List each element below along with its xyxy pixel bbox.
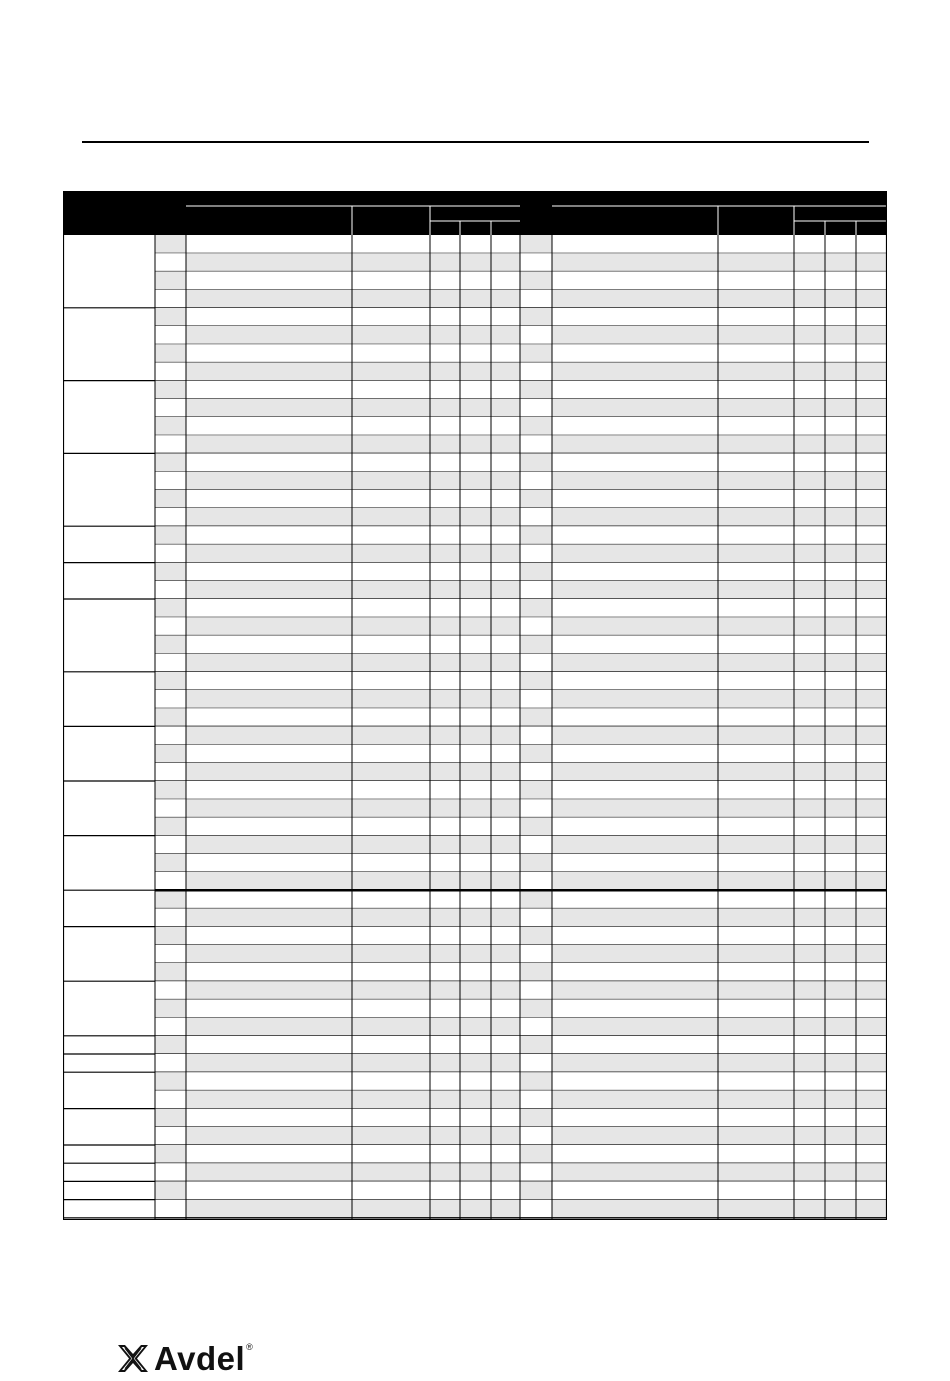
table-row [186,1054,520,1072]
table-cell [155,981,186,999]
brand-name: Avdel [154,1340,246,1377]
table-row [186,563,520,581]
table-cell [155,890,186,908]
table-row [552,1036,887,1054]
table-cell [155,472,186,490]
table-row [552,1054,887,1072]
table-row [552,890,887,908]
table-cell [155,490,186,508]
table-row [186,1200,520,1218]
table-row [552,1181,887,1199]
table-row [552,508,887,526]
table-row [186,326,520,344]
table-cell [155,836,186,854]
table-cell [520,927,552,945]
table-row [552,417,887,435]
table-row [186,927,520,945]
table-cell [520,1145,552,1163]
table-cell [155,544,186,562]
table-cell [155,1127,186,1145]
table-row [552,781,887,799]
table-cell [520,1109,552,1127]
table-cell [155,781,186,799]
table-row [186,672,520,690]
table-row [186,635,520,653]
table-cell [155,1090,186,1108]
table-cell [520,1018,552,1036]
table-cell [155,1145,186,1163]
table-row [552,435,887,453]
table-row [186,817,520,835]
table-cell [520,399,552,417]
table-cell [155,1036,186,1054]
table-row [552,290,887,308]
table-cell [520,872,552,890]
table-row [552,726,887,744]
table-row [552,908,887,926]
table-row [552,581,887,599]
table-cell [155,672,186,690]
table-row [186,654,520,672]
table-row [552,235,887,253]
table-row [186,290,520,308]
table-cell [155,999,186,1017]
table-cell [155,854,186,872]
table-row [186,435,520,453]
table-cell [520,1163,552,1181]
table-cell [155,1072,186,1090]
table-cell [155,1018,186,1036]
table-row [552,344,887,362]
table-row [186,854,520,872]
table-row [552,362,887,380]
table-row [552,672,887,690]
table-row [186,799,520,817]
table-cell [520,745,552,763]
table-row [552,817,887,835]
table-cell [155,290,186,308]
table-cell [520,581,552,599]
table-cell [155,872,186,890]
table-row [552,399,887,417]
table-cell [520,544,552,562]
table-row [552,1090,887,1108]
table-row [552,745,887,763]
table-cell [520,563,552,581]
table-row [186,1145,520,1163]
table-row [552,981,887,999]
table-cell [155,308,186,326]
table-cell [520,1181,552,1199]
table-row [552,308,887,326]
table-row [552,836,887,854]
table-cell [155,344,186,362]
table-cell [520,326,552,344]
table-row [186,271,520,289]
table-row [552,326,887,344]
table-row [552,1127,887,1145]
table-cell [520,599,552,617]
table-row [186,253,520,271]
table-cell [155,635,186,653]
table-cell [520,1054,552,1072]
table-row [552,690,887,708]
table-row [186,963,520,981]
table-row [186,1036,520,1054]
table-cell [155,1109,186,1127]
avdel-mark-icon [116,1342,150,1376]
table-cell [520,271,552,289]
table-cell [155,599,186,617]
table-cell [155,817,186,835]
table-row [186,690,520,708]
table-cell [520,344,552,362]
table-cell [155,908,186,926]
table-cell [520,1072,552,1090]
table-row [552,854,887,872]
table-cell [520,381,552,399]
table-row [552,526,887,544]
table-cell [520,508,552,526]
table-cell [155,563,186,581]
table-row [552,381,887,399]
table-cell [520,945,552,963]
table-cell [155,617,186,635]
table-row [186,599,520,617]
table-cell [520,708,552,726]
table-cell [155,581,186,599]
table-cell [520,890,552,908]
table-cell [155,745,186,763]
table-cell [520,435,552,453]
table-header [63,191,887,235]
table-cell [520,417,552,435]
table-row [186,381,520,399]
table-cell [520,908,552,926]
table-row [186,1163,520,1181]
table-row [552,963,887,981]
table-cell [520,1200,552,1218]
table-cell [520,836,552,854]
table-row [186,544,520,562]
table-row [552,1072,887,1090]
table-cell [520,854,552,872]
table-cell [520,308,552,326]
table-row [186,908,520,926]
table-cell [155,654,186,672]
table-cell [155,726,186,744]
table-cell [520,526,552,544]
table-row [186,453,520,471]
table-cell [520,981,552,999]
table-row [552,253,887,271]
table-row [186,472,520,490]
blank-form-table [63,191,887,1220]
table-cell [520,635,552,653]
table-cell [155,1181,186,1199]
table-row [186,1109,520,1127]
table-cell [520,453,552,471]
table-row [186,999,520,1017]
table-cell [155,508,186,526]
table-row [186,836,520,854]
registered-mark: ® [246,1342,253,1352]
table-row [552,563,887,581]
table-cell [155,1163,186,1181]
table-cell [155,417,186,435]
table-row [552,763,887,781]
table-row [552,999,887,1017]
table-row [186,763,520,781]
table-row [186,1181,520,1199]
table-cell [155,362,186,380]
table-cell [155,927,186,945]
table-row [552,1018,887,1036]
table-cell [520,999,552,1017]
table-cell [520,1036,552,1054]
table-row [186,344,520,362]
table-row [552,599,887,617]
table-row [186,362,520,380]
table-row [552,635,887,653]
table-cell [520,672,552,690]
table-cell [520,726,552,744]
table-row [186,872,520,890]
table-row [186,945,520,963]
table-cell [520,799,552,817]
table-cell [155,453,186,471]
table-row [552,708,887,726]
table-cell [520,690,552,708]
table-row [186,745,520,763]
table-row [552,472,887,490]
table-row [186,526,520,544]
table-cell [155,435,186,453]
table-row [186,1090,520,1108]
table-cell [520,490,552,508]
table-row [552,1145,887,1163]
table-cell [520,763,552,781]
table-cell [520,253,552,271]
table-row [552,271,887,289]
table-row [552,1163,887,1181]
table-row [552,945,887,963]
table-row [552,1109,887,1127]
table-row [552,799,887,817]
table-cell [520,1127,552,1145]
table-cell [155,945,186,963]
table-row [186,1018,520,1036]
table-cell [155,690,186,708]
table-cell [155,235,186,253]
table-row [552,654,887,672]
table-row [552,544,887,562]
table-cell [155,381,186,399]
table-cell [155,526,186,544]
table-cell [155,1200,186,1218]
table-cell [155,799,186,817]
table-cell [520,817,552,835]
table-row [552,872,887,890]
table-row [552,927,887,945]
brand-logo [116,1339,286,1379]
table-cell [520,781,552,799]
title-rule [82,141,869,143]
table-row [186,235,520,253]
table-cell [155,271,186,289]
table-cell [520,235,552,253]
table-row [186,308,520,326]
table-row [186,781,520,799]
table-cell [155,763,186,781]
table-cell [520,472,552,490]
table-cell [155,326,186,344]
table-row [186,1072,520,1090]
table-row [186,890,520,908]
table-cell [155,253,186,271]
table-row [186,1127,520,1145]
table-row [552,453,887,471]
table-cell [520,963,552,981]
table-cell [520,362,552,380]
table-cell [155,963,186,981]
table-cell [520,290,552,308]
table-cell [155,708,186,726]
table-row [186,981,520,999]
table-row [186,708,520,726]
table-cell [520,1090,552,1108]
table-row [186,490,520,508]
table-cell [155,1054,186,1072]
table-row [186,508,520,526]
table-row [186,726,520,744]
table-cell [520,617,552,635]
table-row [552,1200,887,1218]
table-row [186,417,520,435]
table-cell [520,654,552,672]
table-row [186,581,520,599]
table-row [552,490,887,508]
table-cell [155,399,186,417]
table-row [552,617,887,635]
table-row [186,617,520,635]
table-row [186,399,520,417]
